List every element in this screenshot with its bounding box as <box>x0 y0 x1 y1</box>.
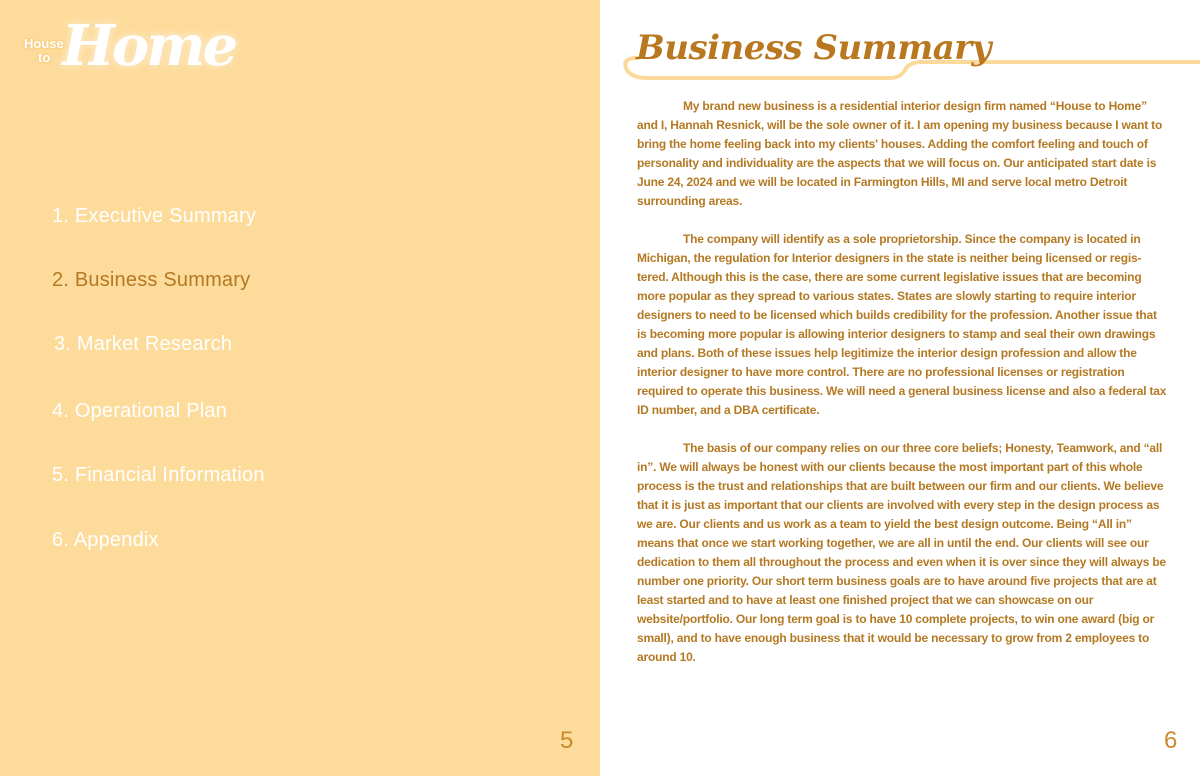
logo-house-text: House <box>24 36 64 51</box>
paragraph-intro: My brand new business is a residential interior design firm named “House to Home” and I, Hannah Resnick, will be the sole owner of it. I am opening my business because I want to bring the home feeling back into my clients' houses. Adding the comfort feeling and touch of personality and individuality are the aspects that we will focus on. Our anticipated start date is June 24, 2024 and we will be located in Farmington Hills, MI and serve local metro Detroit surrounding areas. <box>637 99 1163 208</box>
left-page-number: 5 <box>560 727 574 754</box>
paragraph-beliefs: The basis of our company relies on our three core beliefs; Honesty, Teamwork, and “all in”. We will always be honest with our clients because the most important part of this whole process is the trust and relationships that are built between our firm and our clients. We believe that it is just as important that our clients are involved with every step in the design process as we are. Our clients and us work as a team to yield the best design outcome. Being “All in” means that once we start working together, we are all in until the end. Our clients will see our dedication to them all throughout the process and even when it is over since they will always be number one priority. Our short term business goals are to have around five projects that are at least started and to have at least one finished project that we can showcase on our website/portfolio. Our long term goal is to have 10 complete projects, to win one award (big or small), and to have enough business that it would be necessary to grow from 2 employees to around 10. <box>637 441 1166 664</box>
section-title: Business Summary <box>636 28 991 68</box>
right-page <box>600 0 1200 776</box>
toc-item-operational-plan[interactable]: 4. Operational Plan <box>52 400 228 422</box>
toc-item-financial-information[interactable]: 5. Financial Information <box>52 464 265 486</box>
toc-item-appendix[interactable]: 6. Appendix <box>52 529 159 551</box>
logo-home-text: Home <box>62 13 236 79</box>
house-to-home-logo <box>20 13 236 90</box>
paragraph-legal: The company will identify as a sole proprietorship. Since the company is located in Michigan, the regulation for Interior designers in the state is neither being licensed or regis-tered. Although this is the case, there are some current legislative issues that are becoming more popular as they spread to various states. States are slowly starting to require interior designers to need to be licensed which builds credibility for the profession. Another issue that is becoming more popular is allowing interior designers to stamp and seal their own drawings and plans. Both of these issues help legitimize the interior design profession and allow the interior designer to have more control. There are no professional licenses or registration required to operate this business. We will need a general business license and also a federal tax ID number, and a DBA certificate. <box>637 232 1167 417</box>
toc-item-market-research[interactable]: 3. Market Research <box>54 333 233 355</box>
toc-item-business-summary[interactable]: 2. Business Summary <box>52 269 251 291</box>
toc-item-executive-summary[interactable]: 1. Executive Summary <box>52 205 257 227</box>
body-text <box>637 97 1168 686</box>
right-page-number: 6 <box>1164 727 1178 754</box>
logo-to-text: to <box>38 50 51 65</box>
